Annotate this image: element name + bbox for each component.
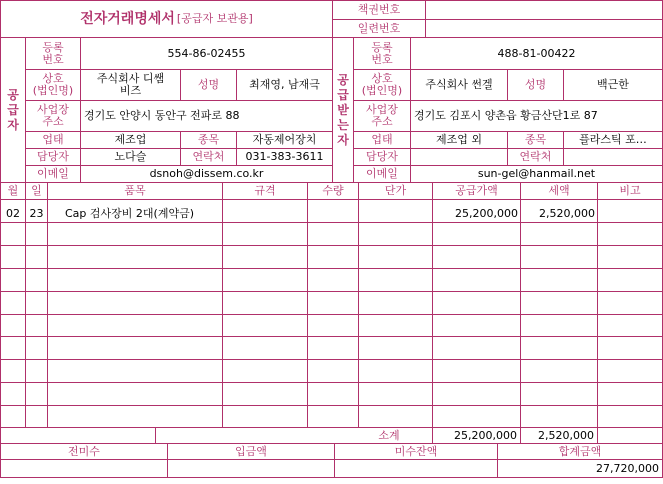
column-divider [25, 199, 26, 428]
subtotal-tax: 2,520,000 [520, 427, 598, 444]
supplier-name: 최재영, 남재극 [236, 69, 333, 101]
receiver-company-label: 상호 (법인명) [353, 69, 411, 101]
supplier-name-label: 성명 [180, 69, 237, 101]
row-divider [0, 314, 663, 315]
col-header-unit-price: 단가 [358, 182, 433, 200]
title-box [0, 0, 333, 38]
supplier-company-label: 상호 (법인명) [25, 69, 81, 101]
receiver-phone-label: 연락처 [507, 148, 564, 166]
total-value: 27,720,000 [497, 459, 663, 478]
book-no-value [425, 0, 663, 20]
receiver-item: 플라스틱 포… [563, 131, 663, 149]
col-header-supply-amount: 공급가액 [432, 182, 521, 200]
serial-no-label: 일련번호 [332, 19, 426, 38]
receiver-name: 백근한 [563, 69, 663, 101]
receiver-reg-no: 488-81-00422 [410, 37, 663, 70]
prev-balance-value [0, 459, 168, 478]
row-divider [0, 359, 663, 360]
supplier-email: dsnoh@dissem.co.kr [80, 165, 333, 183]
supplier-email-label: 이메일 [25, 165, 81, 183]
receiver-business-type: 제조업 외 [410, 131, 508, 149]
receiver-business-type-label: 업태 [353, 131, 411, 149]
supplier-reg-no: 554-86-02455 [80, 37, 333, 70]
row-divider [0, 405, 663, 406]
prev-balance-label: 전미수 [0, 443, 168, 460]
supplier-item-label: 종목 [180, 131, 237, 149]
receiver-company: 주식회사 썬겔 [410, 69, 508, 101]
col-header-day: 일 [25, 182, 48, 200]
supplier-phone-label: 연락처 [180, 148, 237, 166]
supplier-phone: 031-383-3611 [236, 148, 333, 166]
supplier-reg-no-label: 등록 번호 [25, 37, 81, 70]
col-header-tax: 세액 [520, 182, 598, 200]
column-divider [47, 199, 48, 428]
receiver-contact-person [410, 148, 508, 166]
column-divider [432, 199, 433, 428]
row-1-supply-amount: 25,200,000 [455, 207, 518, 220]
receiver-name-label: 성명 [507, 69, 564, 101]
receiver-email: sun-gel@hanmail.net [410, 165, 663, 183]
row-divider [0, 336, 663, 337]
row-1-item: Cap 검사장비 2대(계약금) [65, 207, 194, 220]
row-1-month: 02 [6, 207, 20, 220]
receiver-contact-person-label: 담당자 [353, 148, 411, 166]
supplier-business-type: 제조업 [80, 131, 181, 149]
row-1-tax: 2,520,000 [539, 207, 595, 220]
supplier-address-label: 사업장 주소 [25, 100, 81, 132]
document-title: 전자거래명세서 [80, 11, 175, 27]
supplier-company: 주식회사 디쌤 비즈 [80, 69, 181, 101]
col-header-item: 품목 [47, 182, 223, 200]
subtotal-supply-amount: 25,200,000 [432, 427, 521, 444]
column-divider [358, 199, 359, 428]
column-divider [597, 199, 598, 428]
row-divider [0, 245, 663, 246]
row-divider [0, 291, 663, 292]
column-divider [0, 199, 1, 428]
row-divider [0, 268, 663, 269]
subtotal-blank-left [0, 427, 156, 444]
received-value [167, 459, 335, 478]
receiver-email-label: 이메일 [353, 165, 411, 183]
receiver-address: 경기도 김포시 양촌읍 황금산단1로 87 [410, 100, 663, 132]
receiver-phone [563, 148, 663, 166]
supplier-business-type-label: 업태 [25, 131, 81, 149]
receiver-side-label: 공 급 받 는 자 [332, 37, 354, 183]
col-header-note: 비고 [597, 182, 663, 200]
row-divider [0, 382, 663, 383]
supplier-contact-person-label: 담당자 [25, 148, 81, 166]
column-divider [222, 199, 223, 428]
column-divider [520, 199, 521, 428]
supplier-side-label: 공 급 자 [0, 37, 26, 183]
col-header-spec: 규격 [222, 182, 308, 200]
receiver-address-label: 사업장 주소 [353, 100, 411, 132]
serial-no-value [425, 19, 663, 38]
column-divider [307, 199, 308, 428]
supplier-item: 자동제어장치 [236, 131, 333, 149]
row-1-day: 23 [29, 207, 44, 220]
document-subtitle: [공급자 보관용] [176, 12, 253, 25]
book-no-label: 책권번호 [332, 0, 426, 20]
supplier-address: 경기도 안양시 동안구 전파로 88 [80, 100, 333, 132]
subtotal-label: 소계 [155, 427, 433, 444]
unpaid-value [334, 459, 498, 478]
unpaid-label: 미수잔액 [334, 443, 498, 460]
supplier-contact-person: 노다슬 [80, 148, 181, 166]
receiver-item-label: 종목 [507, 131, 564, 149]
col-header-qty: 수량 [307, 182, 359, 200]
total-label: 합계금액 [497, 443, 663, 460]
subtotal-note [597, 427, 663, 444]
col-header-month: 월 [0, 182, 26, 200]
receiver-reg-no-label: 등록 번호 [353, 37, 411, 70]
received-label: 입금액 [167, 443, 335, 460]
